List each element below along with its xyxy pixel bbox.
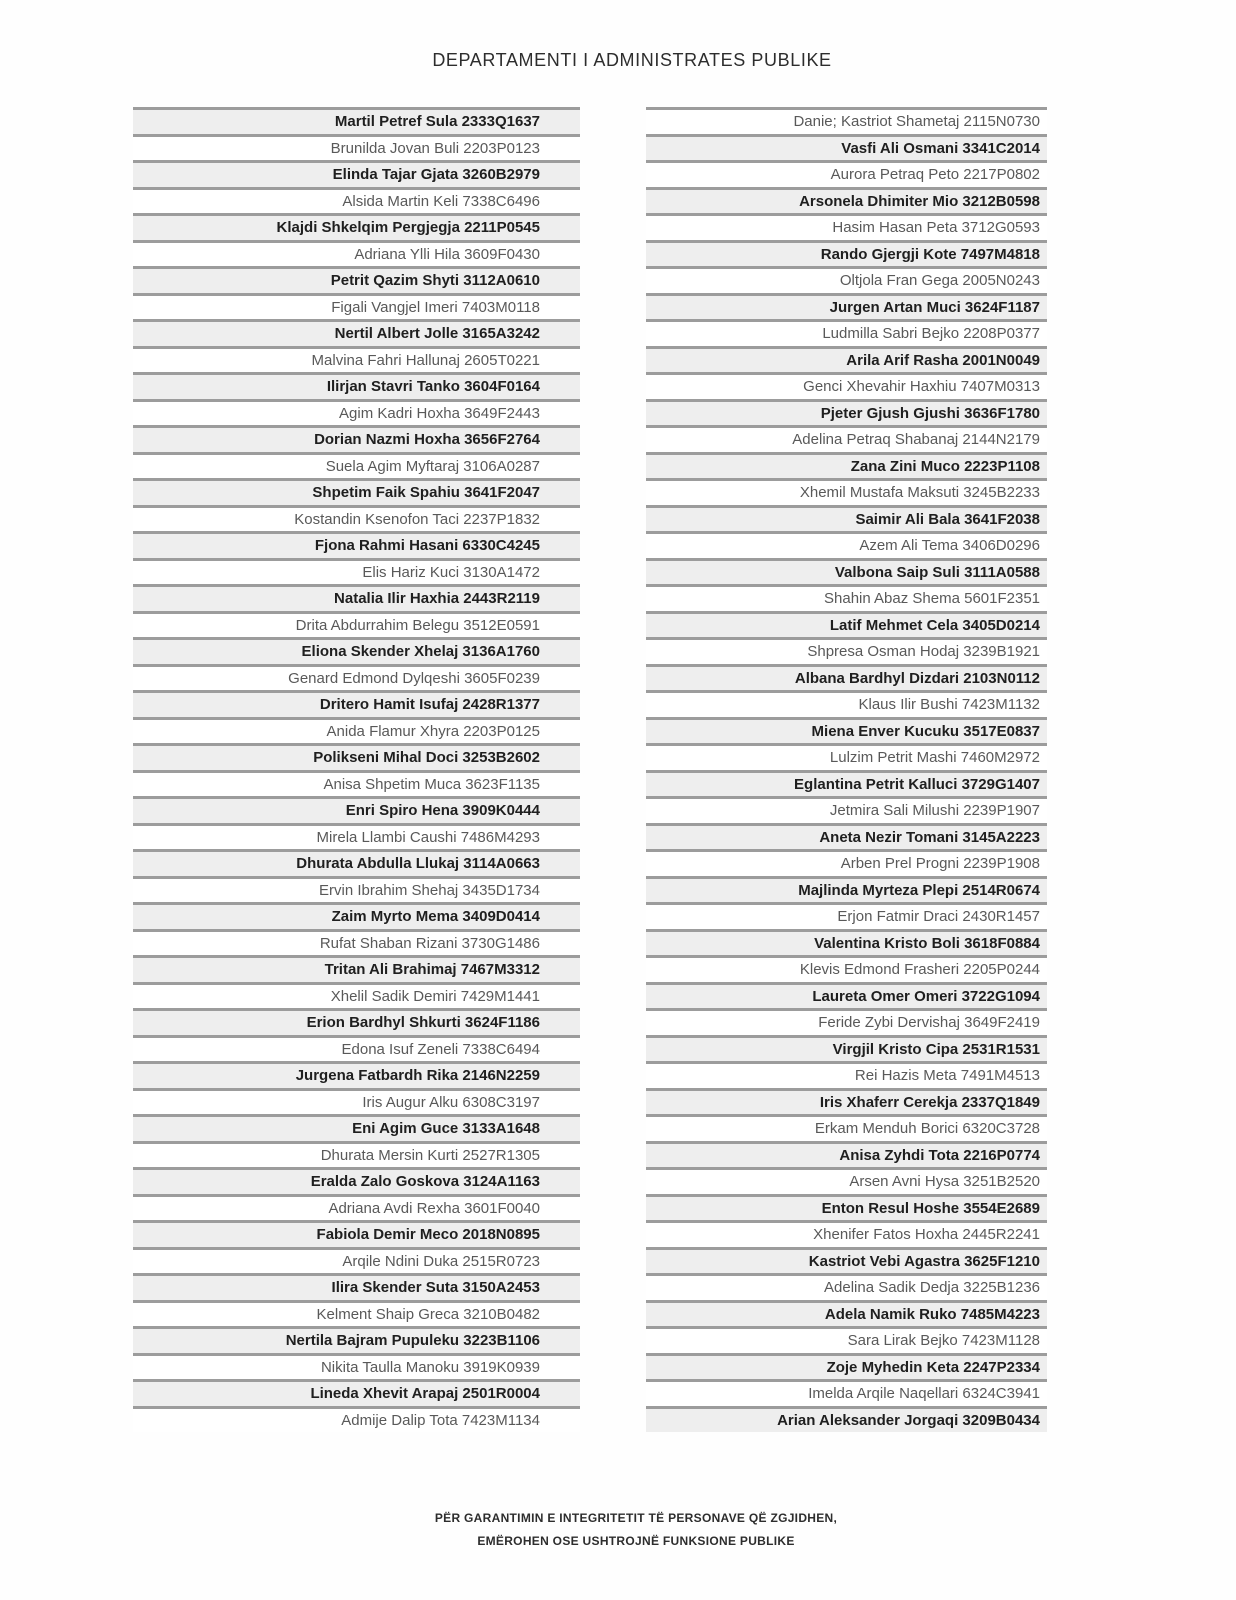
- table-row: Aneta Nezir Tomani 3145A2223: [646, 823, 1047, 850]
- table-row: Azem Ali Tema 3406D0296: [646, 531, 1047, 558]
- table-row: Iris Xhaferr Cerekja 2337Q1849: [646, 1088, 1047, 1115]
- table-row: Arben Prel Progni 2239P1908: [646, 849, 1047, 876]
- table-row: Kostandin Ksenofon Taci 2237P1832: [133, 505, 580, 532]
- table-row: Lineda Xhevit Arapaj 2501R0004: [133, 1379, 580, 1406]
- table-row: Laureta Omer Omeri 3722G1094: [646, 982, 1047, 1009]
- table-row: Enton Resul Hoshe 3554E2689: [646, 1194, 1047, 1221]
- table-row: Virgjil Kristo Cipa 2531R1531: [646, 1035, 1047, 1062]
- table-row: Fabiola Demir Meco 2018N0895: [133, 1220, 580, 1247]
- table-row: Malvina Fahri Hallunaj 2605T0221: [133, 346, 580, 373]
- table-row: Petrit Qazim Shyti 3112A0610: [133, 266, 580, 293]
- table-row: Eliona Skender Xhelaj 3136A1760: [133, 637, 580, 664]
- table-row: Genard Edmond Dylqeshi 3605F0239: [133, 664, 580, 691]
- table-row: Eralda Zalo Goskova 3124A1163: [133, 1167, 580, 1194]
- table-row: Elinda Tajar Gjata 3260B2979: [133, 160, 580, 187]
- page-footer: [36, 1507, 1236, 1553]
- table-row: Rando Gjergji Kote 7497M4818: [646, 240, 1047, 267]
- table-row: Arqile Ndini Duka 2515R0723: [133, 1247, 580, 1274]
- table-row: Nertil Albert Jolle 3165A3242: [133, 319, 580, 346]
- table-row: Genci Xhevahir Haxhiu 7407M0313: [646, 372, 1047, 399]
- table-row: Ilirjan Stavri Tanko 3604F0164: [133, 372, 580, 399]
- table-row: Alsida Martin Keli 7338C6496: [133, 187, 580, 214]
- table-row: Jetmira Sali Milushi 2239P1907: [646, 796, 1047, 823]
- table-row: Erkam Menduh Borici 6320C3728: [646, 1114, 1047, 1141]
- table-row: Nertila Bajram Pupuleku 3223B1106: [133, 1326, 580, 1353]
- table-row: Danie; Kastriot Shametaj 2115N0730: [646, 107, 1047, 134]
- table-row: Figali Vangjel Imeri 7403M0118: [133, 293, 580, 320]
- table-row: Oltjola Fran Gega 2005N0243: [646, 266, 1047, 293]
- table-row: Klaus Ilir Bushi 7423M1132: [646, 690, 1047, 717]
- table-row: Drita Abdurrahim Belegu 3512E0591: [133, 611, 580, 638]
- table-row: Miena Enver Kucuku 3517E0837: [646, 717, 1047, 744]
- table-row: Kelment Shaip Greca 3210B0482: [133, 1300, 580, 1327]
- table-row: Adela Namik Ruko 7485M4223: [646, 1300, 1047, 1327]
- table-row: Anisa Shpetim Muca 3623F1135: [133, 770, 580, 797]
- table-row: Arsonela Dhimiter Mio 3212B0598: [646, 187, 1047, 214]
- table-row: Xhelil Sadik Demiri 7429M1441: [133, 982, 580, 1009]
- table-row: Enri Spiro Hena 3909K0444: [133, 796, 580, 823]
- table-row: Adelina Sadik Dedja 3225B1236: [646, 1273, 1047, 1300]
- table-row: Zaim Myrto Mema 3409D0414: [133, 902, 580, 929]
- table-row: Pjeter Gjush Gjushi 3636F1780: [646, 399, 1047, 426]
- table-row: Adriana Ylli Hila 3609F0430: [133, 240, 580, 267]
- table-row: Feride Zybi Dervishaj 3649F2419: [646, 1008, 1047, 1035]
- footer-line-2: EMËROHEN OSE USHTROJNË FUNKSIONE PUBLIKE: [477, 1534, 795, 1548]
- table-row: Zoje Myhedin Keta 2247P2334: [646, 1353, 1047, 1380]
- table-row: Rei Hazis Meta 7491M4513: [646, 1061, 1047, 1088]
- table-row: Brunilda Jovan Buli 2203P0123: [133, 134, 580, 161]
- table-row: Mirela Llambi Caushi 7486M4293: [133, 823, 580, 850]
- names-column-right: [646, 107, 1047, 1432]
- table-row: Tritan Ali Brahimaj 7467M3312: [133, 955, 580, 982]
- table-row: Lulzim Petrit Mashi 7460M2972: [646, 743, 1047, 770]
- table-row: Anida Flamur Xhyra 2203P0125: [133, 717, 580, 744]
- table-row: Adriana Avdi Rexha 3601F0040: [133, 1194, 580, 1221]
- table-row: Kastriot Vebi Agastra 3625F1210: [646, 1247, 1047, 1274]
- table-row: Valentina Kristo Boli 3618F0884: [646, 929, 1047, 956]
- table-row: Adelina Petraq Shabanaj 2144N2179: [646, 425, 1047, 452]
- table-row: Shahin Abaz Shema 5601F2351: [646, 584, 1047, 611]
- table-row: Vasfi Ali Osmani 3341C2014: [646, 134, 1047, 161]
- table-row: Erjon Fatmir Draci 2430R1457: [646, 902, 1047, 929]
- table-row: Eni Agim Guce 3133A1648: [133, 1114, 580, 1141]
- table-row: Edona Isuf Zeneli 7338C6494: [133, 1035, 580, 1062]
- table-row: Latif Mehmet Cela 3405D0214: [646, 611, 1047, 638]
- table-row: Suela Agim Myftaraj 3106A0287: [133, 452, 580, 479]
- table-row: Iris Augur Alku 6308C3197: [133, 1088, 580, 1115]
- table-row: Arsen Avni Hysa 3251B2520: [646, 1167, 1047, 1194]
- table-row: Jurgen Artan Muci 3624F1187: [646, 293, 1047, 320]
- table-row: Rufat Shaban Rizani 3730G1486: [133, 929, 580, 956]
- table-row: Dritero Hamit Isufaj 2428R1377: [133, 690, 580, 717]
- table-row: Nikita Taulla Manoku 3919K0939: [133, 1353, 580, 1380]
- table-row: Hasim Hasan Peta 3712G0593: [646, 213, 1047, 240]
- footer-line-1: PËR GARANTIMIN E INTEGRITETIT TË PERSONAVE QË ZGJIDHEN,: [434, 1511, 838, 1525]
- table-row: Shpetim Faik Spahiu 3641F2047: [133, 478, 580, 505]
- table-row: Saimir Ali Bala 3641F2038: [646, 505, 1047, 532]
- table-row: Aurora Petraq Peto 2217P0802: [646, 160, 1047, 187]
- table-row: Fjona Rahmi Hasani 6330C4245: [133, 531, 580, 558]
- table-row: Dhurata Abdulla Llukaj 3114A0663: [133, 849, 580, 876]
- table-row: Anisa Zyhdi Tota 2216P0774: [646, 1141, 1047, 1168]
- table-row: Xhenifer Fatos Hoxha 2445R2241: [646, 1220, 1047, 1247]
- page-title: DEPARTAMENTI I ADMINISTRATES PUBLIKE: [432, 50, 832, 70]
- table-row: Ludmilla Sabri Bejko 2208P0377: [646, 319, 1047, 346]
- table-row: Jurgena Fatbardh Rika 2146N2259: [133, 1061, 580, 1088]
- table-row: Zana Zini Muco 2223P1108: [646, 452, 1047, 479]
- table-row: Sara Lirak Bejko 7423M1128: [646, 1326, 1047, 1353]
- table-row: Shpresa Osman Hodaj 3239B1921: [646, 637, 1047, 664]
- table-row: Klevis Edmond Frasheri 2205P0244: [646, 955, 1047, 982]
- table-row: Imelda Arqile Naqellari 6324C3941: [646, 1379, 1047, 1406]
- table-row: Majlinda Myrteza Plepi 2514R0674: [646, 876, 1047, 903]
- names-column-left: [133, 107, 580, 1432]
- table-row: Polikseni Mihal Doci 3253B2602: [133, 743, 580, 770]
- table-row: Arila Arif Rasha 2001N0049: [646, 346, 1047, 373]
- table-row: Ilira Skender Suta 3150A2453: [133, 1273, 580, 1300]
- table-row: Klajdi Shkelqim Pergjegja 2211P0545: [133, 213, 580, 240]
- table-row: Valbona Saip Suli 3111A0588: [646, 558, 1047, 585]
- table-row: Elis Hariz Kuci 3130A1472: [133, 558, 580, 585]
- table-row: Dhurata Mersin Kurti 2527R1305: [133, 1141, 580, 1168]
- table-row: Erion Bardhyl Shkurti 3624F1186: [133, 1008, 580, 1035]
- table-row: Arian Aleksander Jorgaqi 3209B0434: [646, 1406, 1047, 1433]
- table-row: Admije Dalip Tota 7423M1134: [133, 1406, 580, 1433]
- table-row: Dorian Nazmi Hoxha 3656F2764: [133, 425, 580, 452]
- table-row: Agim Kadri Hoxha 3649F2443: [133, 399, 580, 426]
- table-row: Albana Bardhyl Dizdari 2103N0112: [646, 664, 1047, 691]
- table-row: Eglantina Petrit Kalluci 3729G1407: [646, 770, 1047, 797]
- table-row: Xhemil Mustafa Maksuti 3245B2233: [646, 478, 1047, 505]
- table-row: Martil Petref Sula 2333Q1637: [133, 107, 580, 134]
- table-row: Ervin Ibrahim Shehaj 3435D1734: [133, 876, 580, 903]
- table-row: Natalia Ilir Haxhia 2443R2119: [133, 584, 580, 611]
